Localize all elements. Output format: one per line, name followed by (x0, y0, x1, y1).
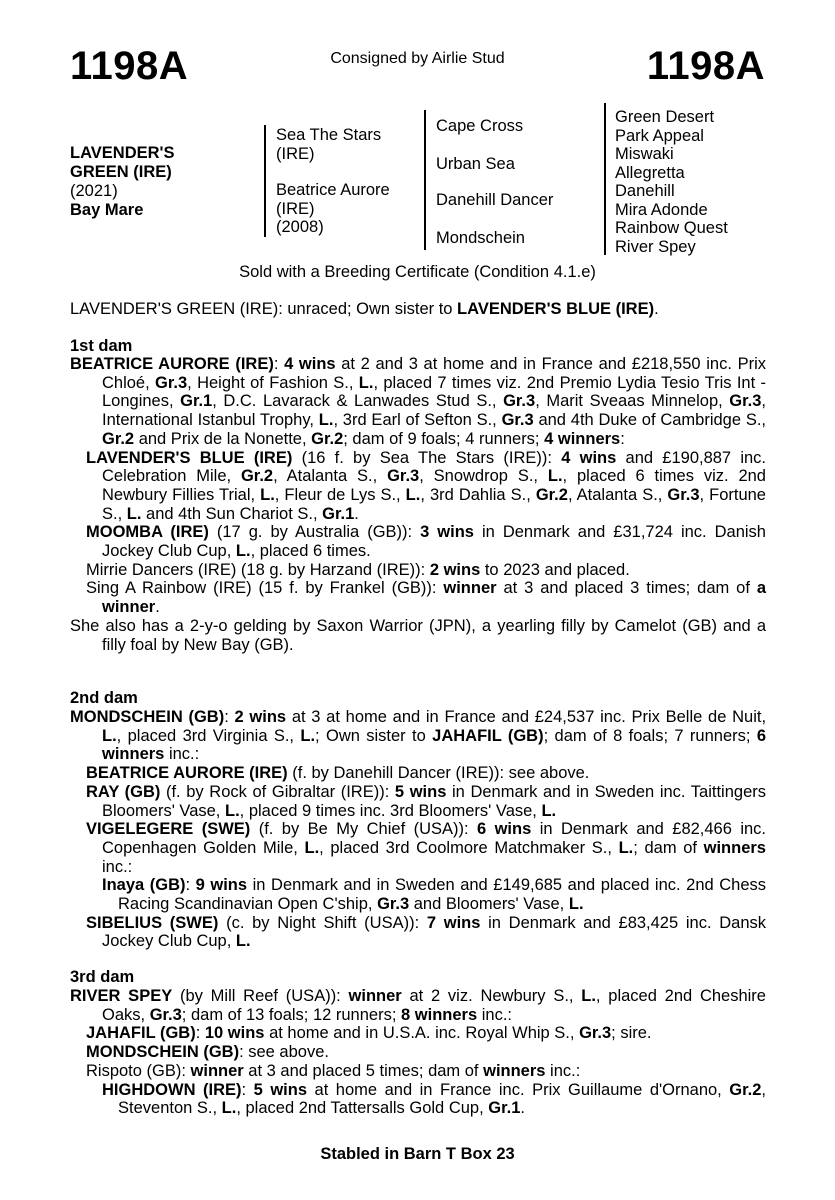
pedigree-generation-3 (615, 108, 728, 256)
intro-line (70, 300, 770, 319)
produce-vigelegere: VIGELEGERE (SWE) (f. by Be My Chief (USA)): 6 wins in Denmark and £82,466 inc. Copenhagen Golden Mile, L., placed 3rd Coolmore Matchmaker S., L.; dam of winners inc.: (86, 820, 767, 876)
granddam-1: Urban Sea (436, 155, 515, 173)
horse-sex: Bay Mare (70, 201, 144, 219)
ggp-2: Park Appeal (615, 126, 704, 145)
first-dam-entry: BEATRICE AURORE (IRE): 4 wins at 2 and 3 at home and in France and £218,550 inc. Prix Chloé, Gr.3, Height of Fashion S., L., placed 7 times viz. 2nd Premio Lydia Tesio Tris Int - Longines, Gr.1, D.C. Lavarack & Lanwades Stud S., Gr.3, Marit Sveaas Minnelop, Gr.3, International Istanbul Trophy, L., 3rd Earl of Sefton S., Gr.3 and 4th Duke of Cambridge S., Gr.2 and Prix de la Nonette, Gr.2; dam of 9 foals; 4 runners; 4 winners: (70, 355, 767, 448)
lot-number-right: 1198A (646, 44, 765, 88)
consignor: Consigned by Airlie Stud (330, 50, 505, 67)
first-dam-youngstock: She also has a 2-y-o gelding by Saxon Warrior (JPN), a yearling filly by Camelot (GB) and a filly foal by New Bay (GB). (70, 616, 766, 654)
ggp-4: Allegretta (615, 163, 685, 182)
lot-number-left: 1198A (70, 44, 189, 88)
third-dam-heading: 3rd dam (70, 968, 135, 986)
granddam-2: Mondschein (436, 229, 525, 247)
dam-year: (2008) (276, 218, 324, 236)
grandsire-1: Cape Cross (436, 117, 524, 135)
grandsire-2: Danehill Dancer (436, 191, 554, 209)
produce-sing-a-rainbow: Sing A Rainbow (IRE) (15 f. by Frankel (GB)): winner at 3 and placed 3 times; dam of a winner. (86, 579, 766, 617)
horse-year: (2021) (70, 182, 118, 200)
second-dam-block (70, 708, 766, 951)
dam-country: (IRE) (276, 199, 315, 218)
third-dam-entry: RIVER SPEY (by Mill Reef (USA)): winner at 2 viz. Newbury S., L., placed 2nd Cheshire Oaks, Gr.3; dam of 13 foals; 12 runners; 8 winners inc.: (70, 987, 766, 1024)
produce-ray: RAY (GB) (f. by Rock of Gibraltar (IRE)): 5 wins in Denmark and in Sweden inc. Taittingers Bloomers' Vase, L., placed 9 times inc. 3rd Bloomers' Vase, L. (86, 782, 766, 820)
second-dam-entry: MONDSCHEIN (GB): 2 wins at 3 at home and in France and £24,537 inc. Prix Belle de Nuit, L., placed 3rd Virginia S., L.; Own sister to JAHAFIL (GB); dam of 8 foals; 7 runners; 6 winners inc.: (70, 708, 767, 764)
produce-inaya: Inaya (GB): 9 wins in Denmark and in Sweden and £149,685 and placed inc. 2nd Chess Racing Scandinavian Open C'ship, Gr.3 and Bloomers' Vase, L. (102, 876, 767, 914)
ggp-3: Miswaki (615, 145, 674, 163)
produce-mondschein: MONDSCHEIN (GB): see above. (86, 1043, 329, 1062)
produce-mirrie-dancers: Mirrie Dancers (IRE) (18 g. by Harzand (IRE)): 2 wins to 2023 and placed. (86, 560, 630, 579)
breeding-certificate: Sold with a Breeding Certificate (Condition 4.1.e) (239, 263, 596, 281)
ggp-6: Mira Adonde (615, 200, 708, 219)
ggp-5: Danehill (615, 182, 675, 200)
produce-moomba: MOOMBA (IRE) (17 g. by Australia (GB)): 3 wins in Denmark and £31,724 inc. Danish Jockey Club Cup, L., placed 6 times. (86, 523, 766, 561)
horse-name-line1: LAVENDER'S (70, 144, 175, 162)
first-dam-heading: 1st dam (70, 337, 133, 355)
intro-sister: LAVENDER'S BLUE (IRE) (457, 300, 655, 318)
third-dam-block (70, 987, 766, 1118)
ggp-8: River Spey (615, 237, 696, 256)
sire-name: Sea The Stars (276, 126, 382, 144)
horse-name-line2: GREEN (IRE) (70, 163, 172, 181)
first-dam-block (70, 355, 766, 654)
pedigree-dam (276, 181, 390, 237)
pedigree-bar-3 (604, 103, 606, 255)
second-dam-heading: 2nd dam (70, 689, 138, 707)
stabled-location: Stabled in Barn T Box 23 (320, 1145, 515, 1163)
pedigree-bar-1 (264, 125, 266, 237)
intro-end: . (654, 300, 659, 318)
produce-beatrice-aurore: BEATRICE AURORE (IRE) (f. by Danehill Dancer (IRE)): see above. (86, 764, 590, 783)
ggp-7: Rainbow Quest (615, 219, 728, 237)
produce-lavenders-blue: LAVENDER'S BLUE (IRE) (16 f. by Sea The Stars (IRE)): 4 wins and £190,887 inc. Celebration Mile, Gr.2, Atalanta S., Gr.3, Snowdrop S., L., placed 6 times viz. 2nd Newbury Fillies Trial, L., Fleur de Lys S., L., 3rd Dahlia S., Gr.2, Atalanta S., Gr.3, Fortune S., L. and 4th Sun Chariot S., Gr.1. (86, 448, 767, 523)
sire-country: (IRE) (276, 144, 315, 163)
produce-jahafil: JAHAFIL (GB): 10 wins at home and in U.S.A. inc. Royal Whip S., Gr.3; sire. (86, 1024, 652, 1043)
pedigree-bar-2 (424, 110, 426, 250)
pedigree-sire (276, 126, 381, 163)
intro-text: LAVENDER'S GREEN (IRE): unraced; Own sister to (70, 300, 458, 318)
produce-highdown: HIGHDOWN (IRE): 5 wins at home and in France inc. Prix Guillaume d'Ornano, Gr.2, Steventon S., L., placed 2nd Tattersalls Gold Cup, Gr.1. (102, 1080, 766, 1118)
produce-rispoto: Rispoto (GB): winner at 3 and placed 5 times; dam of winners inc.: (86, 1061, 581, 1080)
ggp-1: Green Desert (615, 108, 715, 126)
horse-identity (70, 144, 174, 220)
dam-name: Beatrice Aurore (276, 181, 390, 199)
produce-sibelius: SIBELIUS (SWE) (c. by Night Shift (USA)): 7 wins in Denmark and £83,425 inc. Dansk Jockey Club Cup, L. (86, 913, 767, 951)
